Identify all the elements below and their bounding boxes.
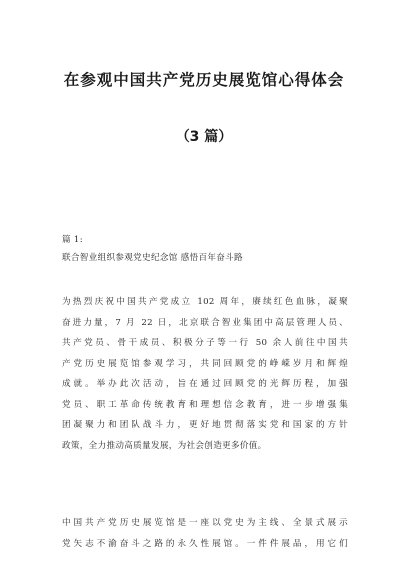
section-heading (62, 248, 348, 269)
document-subtitle: （3 篇） (175, 129, 233, 145)
paragraph-line: 党员、职工革命传统教育和理想信念教育，进一步增强集 (62, 399, 348, 410)
section-label-text: 篇 1: (62, 235, 83, 245)
paragraph-2 (62, 513, 348, 554)
paragraph-line: 奋进力量，7 月 22 日，北京联合智业集团中高层管理人员、 (62, 317, 348, 328)
paragraph-line: 产党历史展览馆参观学习，共同回顾党的峥嵘岁月和辉煌 (62, 358, 348, 369)
paragraph-line: 成就。举办此次活动，旨在通过回顾党的光辉历程，加强 (62, 379, 348, 389)
paragraph-line: 共产党员、骨干成员、积极分子等一行 50 余人前往中国共 (62, 338, 348, 348)
paragraph-line: 政策，全力推动高质量发展，为社会创造更多价值。 (62, 440, 267, 451)
paragraph-line: 中国共产党历史展览馆是一座以党史为主线、全景式展示 (62, 518, 348, 528)
paragraph-1 (62, 292, 348, 456)
section-heading-text: 联合智业组织参观党史纪念馆 感悟百年奋斗路 (62, 253, 243, 263)
document-title: 在参观中国共产党历史展览馆心得体会 (63, 71, 345, 89)
paragraph-line: 党矢志不渝奋斗之路的永久性展馆。一件件展品，用它们 (62, 538, 348, 549)
paragraph-line: 为热烈庆祝中国共产党成立 102 周年，赓续红色血脉，凝聚 (62, 297, 348, 307)
paragraph-line: 团凝聚力和团队战斗力，更好地贯彻落实党和国家的方针 (62, 420, 348, 430)
